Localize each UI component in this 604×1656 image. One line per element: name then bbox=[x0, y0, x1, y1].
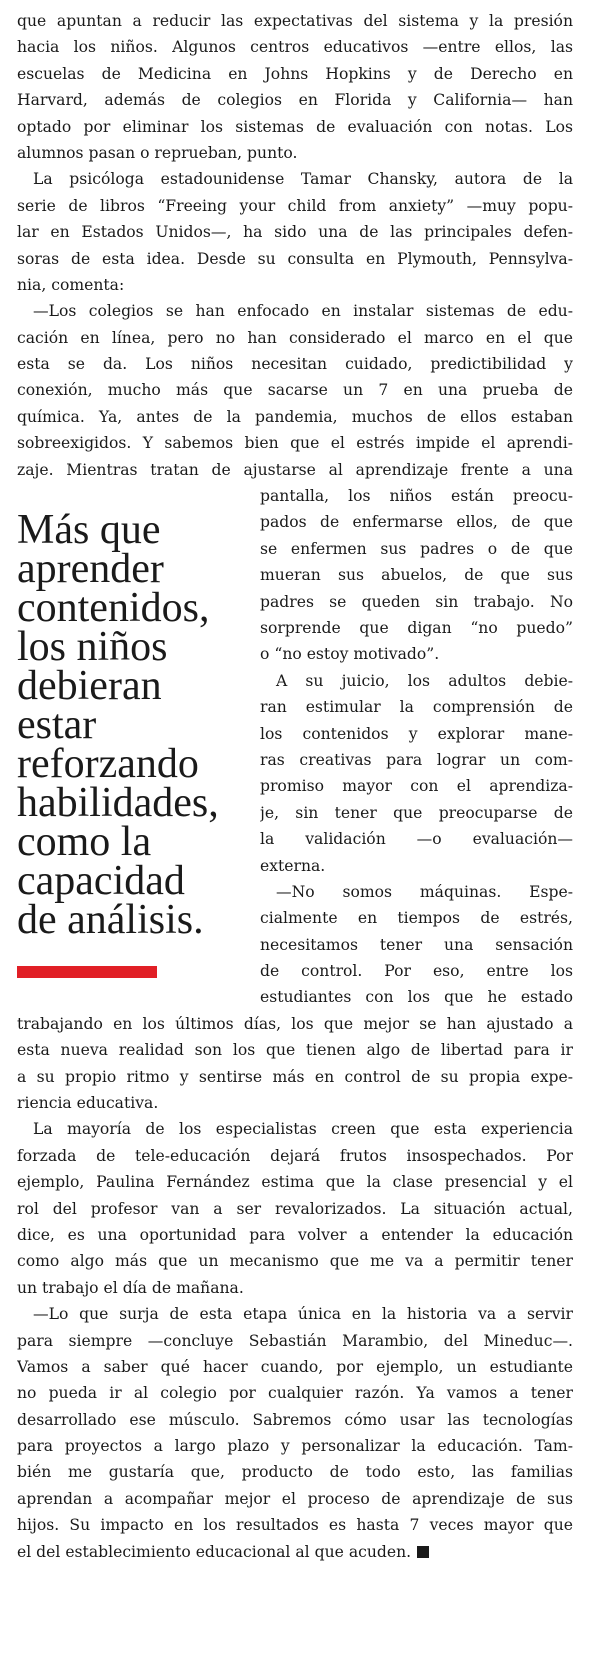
body-line: trabajando en los últimos días, los que mejor se han ajustado a bbox=[17, 1014, 573, 1033]
body-line: que apuntan a reducir las expectativas del sistema y la presión bbox=[17, 12, 573, 30]
pull-quote bbox=[17, 507, 253, 944]
pull-quote-line: Más que bbox=[17, 507, 161, 554]
pull-quote-line: contenidos, bbox=[17, 585, 210, 632]
pull-quote-line: de análisis. bbox=[17, 897, 204, 944]
body-line: nia, comenta: bbox=[17, 275, 125, 294]
body-line: —Los colegios se han enfocado en instalar sistemas de edu- bbox=[33, 302, 573, 321]
body-line: zaje. Mientras tratan de ajustarse al aprendizaje frente a una bbox=[17, 460, 573, 479]
pull-quote-line: aprender bbox=[17, 546, 164, 593]
body-line: se enfermen sus padres o de que bbox=[260, 539, 573, 558]
article-page bbox=[17, 8, 573, 1565]
body-line: La mayoría de los especialistas creen que esta experiencia bbox=[33, 1120, 573, 1139]
body-line: Harvard, además de colegios en Florida y California— han bbox=[17, 91, 573, 110]
body-line: pantalla, los niños están preocu- bbox=[260, 487, 573, 506]
body-line-last-text: el del establecimiento educacional al que acuden. bbox=[17, 1542, 412, 1561]
body-line: escuelas de Medicina en Johns Hopkins y de Derecho en bbox=[17, 64, 573, 83]
body-line: dice, es una oportunidad para volver a entender la educación bbox=[17, 1225, 573, 1244]
body-line: esta nueva realidad son los que tienen algo de libertad para ir bbox=[17, 1041, 573, 1060]
body-line: hacia los niños. Algunos centros educativos —entre ellos, las bbox=[17, 38, 573, 57]
pull-quote-line: reforzando bbox=[17, 741, 199, 788]
body-line: lar en Estados Unidos—, ha sido una de las principales defen- bbox=[17, 223, 573, 242]
body-line: —No somos máquinas. Espe- bbox=[276, 882, 573, 901]
pull-quote-line: debieran bbox=[17, 663, 162, 710]
body-line: o “no estoy motivado”. bbox=[260, 645, 440, 664]
body-line: je, sin tener que preocuparse de bbox=[260, 803, 573, 822]
body-line: ran estimular la comprensión de bbox=[260, 698, 573, 717]
body-line: —Lo que surja de esta etapa única en la historia va a servir bbox=[33, 1305, 573, 1324]
body-line: no pueda ir al colegio por cualquier razón. Ya vamos a tener bbox=[17, 1384, 573, 1403]
body-line: a su propio ritmo y sentirse más en control de su propia expe- bbox=[17, 1067, 573, 1086]
pull-quote-line: habilidades, bbox=[17, 780, 219, 827]
body-line: serie de libros “Freeing your child from anxiety” —muy popu- bbox=[17, 196, 573, 215]
body-line: La psicóloga estadounidense Tamar Chansky, autora de la bbox=[33, 170, 573, 189]
body-line: conexión, mucho más que sacarse un 7 en una prueba de bbox=[17, 381, 573, 400]
body-line: optado por eliminar los sistemas de evaluación con notas. Los bbox=[17, 117, 573, 136]
body-line: los contenidos y explorar mane- bbox=[260, 724, 573, 743]
body-line: ras creativas para lograr un com- bbox=[260, 750, 573, 769]
body-line: riencia educativa. bbox=[17, 1094, 159, 1113]
body-line: estudiantes con los que he estado bbox=[260, 988, 573, 1007]
body-line: ejemplo, Paulina Fernández estima que la clase presencial y el bbox=[17, 1173, 573, 1192]
article-top-block bbox=[17, 8, 573, 483]
body-line: para siempre —concluye Sebastián Marambio, del Mineduc—. bbox=[17, 1331, 573, 1350]
pull-quote-line: capacidad bbox=[17, 858, 185, 905]
body-line: externa. bbox=[260, 856, 326, 875]
body-line-last bbox=[17, 1539, 573, 1565]
body-line: un trabajo el día de mañana. bbox=[17, 1278, 244, 1297]
body-line: cación en línea, pero no han considerado el marco en el que bbox=[17, 328, 573, 347]
body-line: esta se da. Los niños necesitan cuidado, predictibilidad y bbox=[17, 355, 573, 374]
body-line: alumnos pasan o reprueban, punto. bbox=[17, 143, 298, 162]
pull-quote-red-rule bbox=[17, 966, 157, 978]
body-line: cialmente en tiempos de estrés, bbox=[260, 909, 573, 928]
body-line: hijos. Su impacto en los resultados es hasta 7 veces mayor que bbox=[17, 1516, 573, 1535]
body-line: soras de esta idea. Desde su consulta en Plymouth, Pennsylva- bbox=[17, 249, 573, 268]
body-line: como algo más que un mecanismo que me va a permitir tener bbox=[17, 1252, 573, 1271]
body-line: química. Ya, antes de la pandemia, muchos de ellos estaban bbox=[17, 407, 573, 426]
end-of-article-square-icon bbox=[417, 1546, 429, 1558]
body-line: pados de enfermarse ellos, de que bbox=[260, 513, 573, 532]
body-line: A su juicio, los adultos debie- bbox=[276, 671, 573, 690]
pull-quote-line: estar bbox=[17, 702, 97, 749]
body-line: Vamos a saber qué hacer cuando, por ejemplo, un estudiante bbox=[17, 1357, 573, 1376]
body-line: de control. Por eso, entre los bbox=[260, 962, 573, 981]
body-line: sorprende que digan “no puedo” bbox=[260, 618, 573, 637]
article-bottom-block bbox=[17, 1011, 573, 1565]
body-line: bién me gustaría que, producto de todo esto, las familias bbox=[17, 1463, 573, 1482]
pull-quote-line: los niños bbox=[17, 624, 168, 671]
body-line: mueran sus abuelos, de que sus bbox=[260, 566, 573, 585]
article-side-column bbox=[260, 483, 573, 1011]
pull-quote-line: como la bbox=[17, 819, 152, 866]
body-line: rol del profesor van a ser revalorizados. La situación actual, bbox=[17, 1199, 573, 1218]
body-line: sobreexigidos. Y sabemos bien que el estrés impide el aprendi- bbox=[17, 434, 573, 453]
body-line: promiso mayor con el aprendiza- bbox=[260, 777, 573, 796]
body-line: aprendan a acompañar mejor el proceso de aprendizaje de sus bbox=[17, 1489, 573, 1508]
body-line: para proyectos a largo plazo y personalizar la educación. Tam- bbox=[17, 1437, 573, 1456]
body-line: forzada de tele-educación dejará frutos insospechados. Por bbox=[17, 1146, 573, 1165]
body-line: desarrollado ese músculo. Sabremos cómo usar las tecnologías bbox=[17, 1410, 573, 1429]
body-line: padres se queden sin trabajo. No bbox=[260, 592, 573, 611]
body-line: necesitamos tener una sensación bbox=[260, 935, 573, 954]
body-line: la validación —o evaluación— bbox=[260, 830, 573, 849]
